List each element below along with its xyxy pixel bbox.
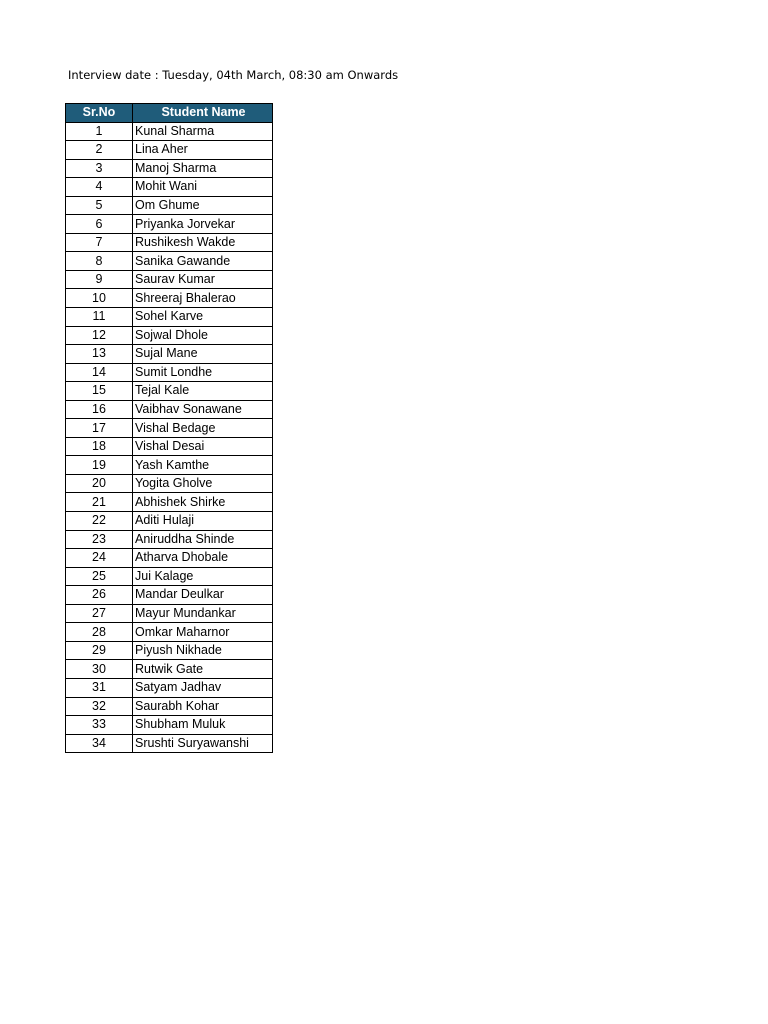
cell-student-name: Shubham Muluk <box>133 716 273 735</box>
cell-srno: 15 <box>66 382 133 401</box>
cell-srno: 34 <box>66 734 133 753</box>
table-row <box>66 437 273 456</box>
table-header <box>66 104 273 123</box>
cell-student-name: Aniruddha Shinde <box>133 530 273 549</box>
cell-srno: 12 <box>66 326 133 345</box>
cell-srno: 23 <box>66 530 133 549</box>
cell-student-name: Vishal Bedage <box>133 419 273 438</box>
table-row <box>66 623 273 642</box>
cell-student-name: Om Ghume <box>133 196 273 215</box>
cell-srno: 33 <box>66 716 133 735</box>
cell-srno: 17 <box>66 419 133 438</box>
cell-student-name: Yash Kamthe <box>133 456 273 475</box>
cell-srno: 2 <box>66 141 133 160</box>
table-row <box>66 178 273 197</box>
cell-student-name: Aditi Hulaji <box>133 512 273 531</box>
table-row <box>66 493 273 512</box>
cell-student-name: Shreeraj Bhalerao <box>133 289 273 308</box>
table-header-row <box>66 104 273 123</box>
cell-srno: 25 <box>66 567 133 586</box>
cell-student-name: Sohel Karve <box>133 308 273 327</box>
cell-srno: 10 <box>66 289 133 308</box>
cell-student-name: Mandar Deulkar <box>133 586 273 605</box>
column-header-student-name: Student Name <box>133 104 273 123</box>
cell-srno: 3 <box>66 159 133 178</box>
table-row <box>66 419 273 438</box>
cell-srno: 20 <box>66 474 133 493</box>
cell-srno: 13 <box>66 345 133 364</box>
table-row <box>66 308 273 327</box>
cell-srno: 22 <box>66 512 133 531</box>
cell-student-name: Saurav Kumar <box>133 270 273 289</box>
cell-student-name: Mayur Mundankar <box>133 604 273 623</box>
column-header-srno: Sr.No <box>66 104 133 123</box>
cell-srno: 6 <box>66 215 133 234</box>
cell-student-name: Kunal Sharma <box>133 122 273 141</box>
table-row <box>66 141 273 160</box>
table-row <box>66 252 273 271</box>
cell-srno: 31 <box>66 678 133 697</box>
cell-student-name: Priyanka Jorvekar <box>133 215 273 234</box>
cell-student-name: Manoj Sharma <box>133 159 273 178</box>
cell-srno: 32 <box>66 697 133 716</box>
table-row <box>66 549 273 568</box>
cell-student-name: Sujal Mane <box>133 345 273 364</box>
table-row <box>66 363 273 382</box>
table-row <box>66 456 273 475</box>
cell-srno: 9 <box>66 270 133 289</box>
cell-srno: 29 <box>66 641 133 660</box>
cell-srno: 5 <box>66 196 133 215</box>
table-row <box>66 122 273 141</box>
table-row <box>66 734 273 753</box>
cell-student-name: Sumit Londhe <box>133 363 273 382</box>
interview-date-heading: Interview date : Tuesday, 04th March, 08:30 am Onwards <box>68 68 399 82</box>
table-row <box>66 345 273 364</box>
table-row <box>66 697 273 716</box>
table-row <box>66 289 273 308</box>
cell-srno: 8 <box>66 252 133 271</box>
table-row <box>66 474 273 493</box>
cell-student-name: Omkar Maharnor <box>133 623 273 642</box>
table-row <box>66 586 273 605</box>
cell-student-name: Satyam Jadhav <box>133 678 273 697</box>
cell-srno: 24 <box>66 549 133 568</box>
table-row <box>66 196 273 215</box>
cell-student-name: Sanika Gawande <box>133 252 273 271</box>
cell-student-name: Srushti Suryawanshi <box>133 734 273 753</box>
cell-srno: 14 <box>66 363 133 382</box>
table-row <box>66 604 273 623</box>
student-table <box>65 103 273 753</box>
cell-srno: 28 <box>66 623 133 642</box>
cell-srno: 30 <box>66 660 133 679</box>
table-row <box>66 326 273 345</box>
cell-student-name: Rutwik Gate <box>133 660 273 679</box>
table-row <box>66 512 273 531</box>
cell-srno: 11 <box>66 308 133 327</box>
cell-student-name: Piyush Nikhade <box>133 641 273 660</box>
cell-srno: 4 <box>66 178 133 197</box>
table-row <box>66 270 273 289</box>
table-row <box>66 215 273 234</box>
table-row <box>66 660 273 679</box>
cell-student-name: Vishal Desai <box>133 437 273 456</box>
cell-student-name: Mohit Wani <box>133 178 273 197</box>
table-row <box>66 233 273 252</box>
cell-student-name: Sojwal Dhole <box>133 326 273 345</box>
cell-student-name: Yogita Gholve <box>133 474 273 493</box>
cell-srno: 7 <box>66 233 133 252</box>
cell-student-name: Atharva Dhobale <box>133 549 273 568</box>
table-row <box>66 641 273 660</box>
table-row <box>66 400 273 419</box>
cell-student-name: Abhishek Shirke <box>133 493 273 512</box>
table-row <box>66 716 273 735</box>
table-row <box>66 678 273 697</box>
cell-srno: 1 <box>66 122 133 141</box>
cell-srno: 19 <box>66 456 133 475</box>
table-row <box>66 567 273 586</box>
cell-student-name: Jui Kalage <box>133 567 273 586</box>
cell-student-name: Lina Aher <box>133 141 273 160</box>
cell-srno: 26 <box>66 586 133 605</box>
table-row <box>66 530 273 549</box>
cell-student-name: Rushikesh Wakde <box>133 233 273 252</box>
cell-srno: 21 <box>66 493 133 512</box>
cell-student-name: Vaibhav Sonawane <box>133 400 273 419</box>
table-body <box>66 122 273 753</box>
cell-student-name: Saurabh Kohar <box>133 697 273 716</box>
table-row <box>66 382 273 401</box>
cell-srno: 16 <box>66 400 133 419</box>
cell-srno: 27 <box>66 604 133 623</box>
cell-student-name: Tejal Kale <box>133 382 273 401</box>
table-row <box>66 159 273 178</box>
cell-srno: 18 <box>66 437 133 456</box>
